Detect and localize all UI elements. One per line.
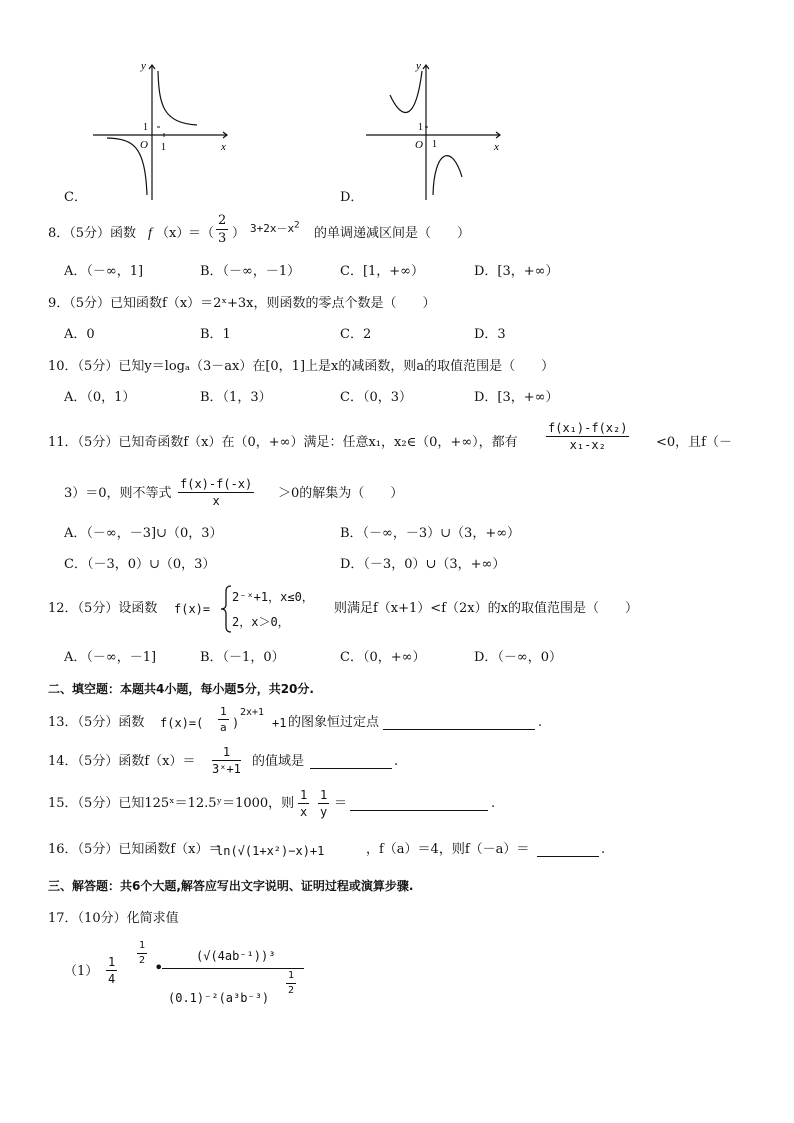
q14-den: 3ˣ+1 — [212, 762, 241, 776]
q11-frac2-den: x — [212, 494, 220, 508]
q17-base-fraction — [106, 956, 117, 985]
q12-suffix: 则满足f（x+1）<f（2x）的x的取值范围是（ ） — [334, 601, 638, 616]
q8-exponent — [250, 220, 300, 235]
q14-num: 1 — [222, 745, 231, 759]
q11-line1: 11．（5分）已知奇函数f（x）在（0，+∞）满足：任意x₁，x₂∈（0，+∞），都有 — [48, 435, 518, 450]
q8-eq: ＝（ — [188, 226, 215, 241]
q14-fraction — [212, 746, 241, 775]
option-d-label: D． — [340, 190, 364, 205]
q15-fraction-2 — [318, 789, 329, 818]
q12-brace — [220, 585, 232, 633]
q17-a-exp-den: 2 — [139, 955, 146, 966]
q14-prefix: 14．（5分）函数f（x）＝ — [48, 754, 196, 769]
q12-prefix: 12．（5分）设函数 — [48, 601, 158, 616]
q13-fraction — [218, 706, 229, 733]
q16-formula: ln(√(1+x²)−x)+1 — [216, 844, 325, 858]
q11-fraction — [546, 422, 629, 451]
q12-case2: 2，x＞0， — [232, 615, 290, 629]
q15-n1: 1 — [300, 788, 308, 802]
q13-suffix: 的图象恒过定点 — [288, 715, 380, 730]
graph-c — [85, 55, 245, 205]
q9-option-b: B．1 — [200, 327, 231, 342]
q13-exp: 2x+1 — [240, 707, 265, 718]
q14-end: . — [394, 754, 399, 769]
q13-answer-blank[interactable] — [383, 729, 535, 730]
option-c-label: C． — [64, 190, 87, 205]
q8-option-c: C．[1，+∞） — [340, 264, 425, 279]
q15-answer-blank[interactable] — [350, 810, 488, 811]
q11-option-c: C．（－3，0）∪（0，3） — [64, 557, 216, 572]
q17-a-exp-num: 1 — [139, 940, 146, 951]
q12-option-d: D．（－∞，0） — [474, 650, 563, 665]
q16-mid: ，f（a）＝4，则f（－a）＝ — [366, 842, 530, 857]
graph-c-tick-y: 1 — [143, 122, 148, 133]
q13-den: a — [220, 721, 227, 734]
q16-answer-blank[interactable] — [537, 856, 599, 857]
q12-option-b: B．（－1，0） — [200, 650, 285, 665]
q8-frac-num: 2 — [218, 213, 227, 228]
q11-line2-post: ＞0的解集为（ ） — [278, 486, 404, 501]
q11-frac-den: x₁-x₂ — [569, 438, 606, 452]
q11-fraction2 — [178, 478, 254, 507]
q8-exp-sq: 2 — [294, 220, 300, 231]
q17-a-den: 4 — [108, 972, 116, 986]
q11-option-b: B．（－∞，－3）∪（3，+∞） — [340, 526, 521, 541]
q15-d2: y — [320, 805, 328, 819]
graph-c-tick-x: 1 — [161, 142, 166, 153]
graph-d-origin: O — [415, 139, 423, 151]
q8-prefix: 8．（5分）函数 — [48, 226, 137, 241]
q15-fraction-1 — [298, 789, 309, 818]
q10-option-d: D．[3，+∞） — [474, 390, 559, 405]
q17-title: 17．（10分）化简求值 — [48, 911, 179, 926]
q9-option-a: A．0 — [64, 327, 95, 342]
q8-x: （x） — [156, 226, 190, 241]
section-2-heading: 二、填空题：本题共4小题，每小题5分，共20分. — [48, 682, 314, 696]
q16-prefix: 16．（5分）已知函数f（x）＝ — [48, 842, 222, 857]
graph-d-y-label: y — [416, 60, 421, 72]
graph-c-y-label: y — [141, 60, 146, 72]
q13-prefix: 13．（5分）函数 — [48, 715, 145, 730]
q11-after: <0，且f（－ — [656, 435, 732, 450]
q14-answer-blank[interactable] — [310, 768, 392, 769]
q17-base-exp — [137, 941, 147, 966]
graph-c-x-label: x — [221, 141, 226, 153]
q8-option-a: A．（－∞，1] — [64, 264, 144, 279]
graph-d-x-label: x — [494, 141, 499, 153]
graph-d-tick-x: 1 — [432, 139, 437, 150]
graph-d-tick-y: 1 — [418, 122, 423, 133]
q8-fraction — [216, 214, 228, 245]
q17-den-exp-num: 1 — [288, 970, 295, 981]
q12-fx: f(x)= — [174, 602, 211, 616]
q12-case1: 2⁻ˣ+1，x≤0， — [232, 590, 314, 604]
q17-main-bar — [162, 968, 304, 969]
q13-end: . — [538, 715, 543, 730]
q11-option-a: A．（－∞，－3]∪（0，3） — [64, 526, 223, 541]
q10-option-b: B．（1，3） — [200, 390, 272, 405]
graph-d — [360, 55, 520, 205]
q8-suffix: 的单调递减区间是（ ） — [314, 226, 471, 241]
q10-option-a: A．（0，1） — [64, 390, 136, 405]
q11-line2-pre: 3）＝0，则不等式 — [64, 486, 172, 501]
q15-n2: 1 — [320, 788, 328, 802]
q13-num: 1 — [220, 705, 227, 718]
q16-end: . — [601, 842, 606, 857]
q8-frac-den: 3 — [218, 231, 227, 246]
q8-option-d: D．[3，+∞） — [474, 264, 559, 279]
q11-option-d: D．（－3，0）∪（3，+∞） — [340, 557, 506, 572]
q9-option-d: D．3 — [474, 327, 506, 342]
q9-option-c: C．2 — [340, 327, 372, 342]
q14-suffix: 的值域是 — [252, 754, 305, 769]
q17-den-exp — [286, 971, 296, 996]
q8-exp: 3+2x－x — [250, 222, 295, 235]
q15-eq: ＝ — [334, 796, 348, 811]
q10-text: 10．（5分）已知y＝logₐ（3－ax）在[0，1]上是x的减函数，则a的取值范围是（ ） — [48, 359, 555, 374]
q11-frac2-num: f(x)-f(-x) — [180, 477, 253, 491]
q17-a-num: 1 — [108, 955, 116, 969]
q17-part: （1） — [64, 964, 99, 979]
q17-numerator: (√(4ab⁻¹))³ — [196, 949, 276, 963]
q15-prefix: 15．（5分）已知125ˣ＝12.5ʸ＝1000，则 — [48, 796, 295, 811]
q10-option-c: C．（0，3） — [340, 390, 412, 405]
graph-c-origin: O — [140, 139, 148, 151]
q12-option-c: C．（0，+∞） — [340, 650, 426, 665]
q8-option-b: B．（－∞，－1） — [200, 264, 301, 279]
q13-tail: +1 — [272, 716, 287, 730]
q17-dot: • — [154, 958, 164, 977]
q15-d1: x — [300, 805, 308, 819]
q15-end: . — [491, 796, 496, 811]
q9-text: 9．（5分）已知函数f（x）＝2ˣ+3x，则函数的零点个数是（ ） — [48, 296, 436, 311]
q17-denominator: (0.1)⁻²(a³b⁻³) — [168, 991, 270, 1005]
q8-close: ） — [232, 226, 246, 241]
q13-close: ) — [232, 716, 240, 730]
q8-f: f — [148, 226, 152, 241]
section-3-heading: 三、解答题：共6个大题,解答应写出文字说明、证明过程或演算步骤. — [48, 879, 414, 893]
q11-frac-num: f(x₁)-f(x₂) — [548, 421, 628, 435]
q17-den-exp-den: 2 — [288, 985, 295, 996]
q13-fx: f(x)=( — [160, 716, 204, 730]
q12-option-a: A．（－∞，－1] — [64, 650, 157, 665]
